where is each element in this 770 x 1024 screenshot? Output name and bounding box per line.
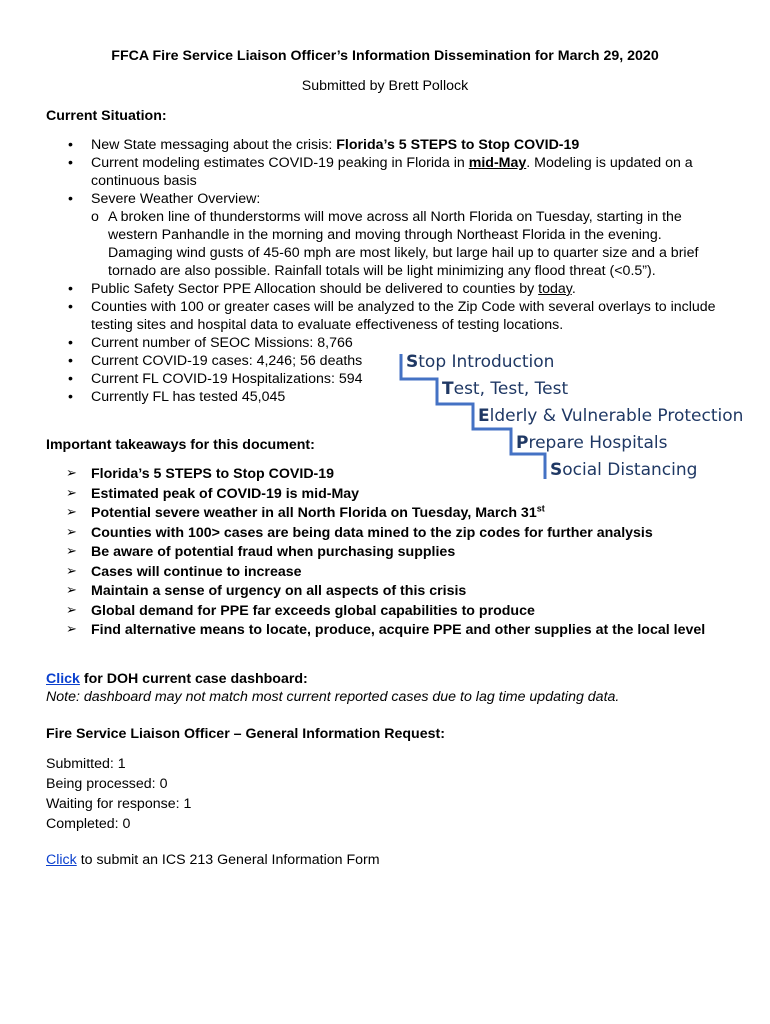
- weather-sublist: [91, 208, 726, 280]
- takeaway-item: ➢ Cases will continue to increase: [46, 563, 726, 581]
- step-social-distancing: Social Distancing: [550, 460, 698, 480]
- list-item: • Currently FL has tested 45,045: [46, 388, 726, 406]
- current-situation-heading: Current Situation:: [46, 108, 167, 124]
- takeaway-item: ➢ Potential severe weather in all North Florida on Tuesday, March 31st: [46, 504, 726, 522]
- info-request-counts: [46, 754, 726, 834]
- list-item: • New State messaging about the crisis: Florida’s 5 STEPS to Stop COVID-19: [46, 136, 726, 154]
- dashboard-note: Note: dashboard may not match most current reported cases due to lag time updating data.: [46, 689, 620, 705]
- submitted-count: Submitted: 1: [46, 756, 126, 772]
- completed-count: Completed: 0: [46, 816, 131, 832]
- list-item: • Public Safety Sector PPE Allocation should be delivered to counties by today.: [46, 280, 726, 298]
- processing-count: Being processed: 0: [46, 776, 168, 792]
- takeaway-item: ➢ Florida’s 5 STEPS to Stop COVID-19: [46, 465, 726, 483]
- dashboard-line: Click for DOH current case dashboard:: [46, 671, 308, 687]
- takeaways-heading: Important takeaways for this document:: [46, 437, 315, 453]
- list-item: • Current FL COVID-19 Hospitalizations: 594: [46, 370, 726, 388]
- takeaway-item: ➢ Counties with 100> cases are being data mined to the zip codes for further analysis: [46, 524, 726, 542]
- submitted-by: Submitted by Brett Pollock: [301, 78, 469, 94]
- takeaway-item: ➢ Find alternative means to locate, produce, acquire PPE and other supplies at the local level: [46, 621, 726, 639]
- list-item: • Current number of SEOC Missions: 8,766: [46, 334, 726, 352]
- five-steps-callout: Florida’s 5 STEPS to Stop COVID-19: [336, 137, 580, 153]
- step-prepare-hospitals: Prepare Hospitals: [516, 433, 668, 453]
- list-item: • Current modeling estimates COVID-19 peaking in Florida in mid-May. Modeling is updated on a continuous basis: [46, 154, 726, 190]
- step-test: Test, Test, Test: [442, 379, 569, 399]
- ics-form-line: Click to submit an ICS 213 General Information Form: [46, 852, 380, 868]
- ics-form-link[interactable]: Click: [46, 852, 77, 868]
- info-request-heading: Fire Service Liaison Officer – General Information Request:: [46, 726, 445, 742]
- document-title: FFCA Fire Service Liaison Officer’s Information Dissemination for March 29, 2020: [111, 48, 659, 64]
- list-item: • Counties with 100 or greater cases will be analyzed to the Zip Code with several overlays to include testing sites and hospital data to evaluate effectiveness of testing locations.: [46, 298, 726, 334]
- takeaways-list: [46, 465, 726, 641]
- list-item: • Severe Weather Overview: o A broken line of thunderstorms will move across all North Florida on Tuesday, starting in the western Panhandle in the morning and moving through Northeast Florida in the evening. Damaging wind gusts of 45-60 mph are most likely, but large hail up to quarter size and a brief tornado are also possible. Rainfall totals will be light minimizing any flood threat (<0.5”).: [46, 190, 726, 280]
- mid-may-callout: mid-May: [468, 155, 527, 171]
- takeaway-item: ➢ Estimated peak of COVID-19 is mid-May: [46, 485, 726, 503]
- list-item: • Current COVID-19 cases: 4,246; 56 deaths: [46, 352, 726, 370]
- takeaway-item: ➢ Global demand for PPE far exceeds global capabilities to produce: [46, 602, 726, 620]
- takeaway-item: ➢ Maintain a sense of urgency on all aspects of this crisis: [46, 582, 726, 600]
- list-item: o A broken line of thunderstorms will move across all North Florida on Tuesday, starting in the western Panhandle in the morning and moving through Northeast Florida in the evening. Damaging wind gusts of 45-60 mph are most likely, but large hail up to quarter size and a brief tornado are also possible. Rainfall totals will be light minimizing any flood threat (<0.5”).: [91, 208, 726, 280]
- takeaway-item: ➢ Be aware of potential fraud when purchasing supplies: [46, 543, 726, 561]
- waiting-count: Waiting for response: 1: [46, 796, 192, 812]
- dashboard-section: [46, 670, 726, 706]
- step-stop-introduction: Stop Introduction: [406, 352, 555, 372]
- dashboard-link[interactable]: Click: [46, 671, 80, 687]
- step-elderly-protection: Elderly & Vulnerable Protection: [478, 406, 744, 426]
